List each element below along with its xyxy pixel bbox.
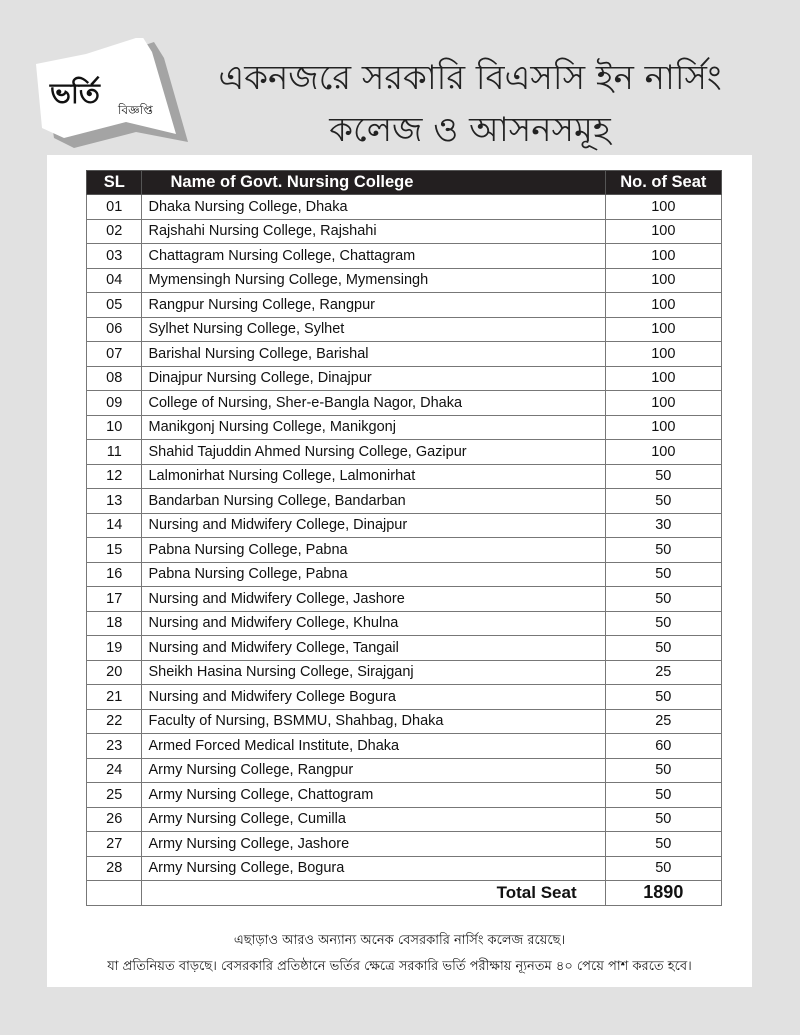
table-row [87,562,722,587]
page-title-line1: একনজরে সরকারি বিএসসি ইন নার্সিং [218,58,722,98]
row-seats: 50 [605,832,721,857]
row-sl: 05 [87,293,142,318]
row-sl: 16 [87,562,142,587]
row-seats: 50 [605,611,721,636]
row-name: Rajshahi Nursing College, Rajshahi [142,219,605,244]
row-name: Sylhet Nursing College, Sylhet [142,317,605,342]
table-row [87,660,722,685]
college-seat-table [86,170,722,906]
row-name: Army Nursing College, Rangpur [142,758,605,783]
row-name: Army Nursing College, Cumilla [142,807,605,832]
row-seats: 100 [605,317,721,342]
row-seats: 100 [605,268,721,293]
row-sl: 06 [87,317,142,342]
header-seats: No. of Seat [605,171,721,195]
row-name: Pabna Nursing College, Pabna [142,562,605,587]
row-name: Armed Forced Medical Institute, Dhaka [142,734,605,759]
row-seats: 100 [605,415,721,440]
row-sl: 11 [87,440,142,465]
row-name: Pabna Nursing College, Pabna [142,538,605,563]
row-sl: 08 [87,366,142,391]
row-seats: 100 [605,440,721,465]
row-seats: 50 [605,758,721,783]
row-name: Nursing and Midwifery College, Khulna [142,611,605,636]
row-name: Army Nursing College, Chattogram [142,783,605,808]
table-row [87,783,722,808]
table-row [87,244,722,269]
row-sl: 17 [87,587,142,612]
row-sl: 19 [87,636,142,661]
table-row [87,513,722,538]
row-name: Bandarban Nursing College, Bandarban [142,489,605,514]
row-sl: 01 [87,195,142,220]
table-row [87,268,722,293]
header-sl: SL [87,171,142,195]
note-line1: এছাড়াও আরও অন্যান্য অনেক বেসরকারি নার্সিং কলেজ রয়েছে। [233,933,566,948]
row-sl: 20 [87,660,142,685]
table-row [87,611,722,636]
row-sl: 12 [87,464,142,489]
table-row [87,391,722,416]
row-seats: 50 [605,856,721,881]
row-name: Chattagram Nursing College, Chattagram [142,244,605,269]
row-name: Nursing and Midwifery College, Dinajpur [142,513,605,538]
table-row [87,342,722,367]
row-sl: 09 [87,391,142,416]
row-name: Rangpur Nursing College, Rangpur [142,293,605,318]
table-row [87,464,722,489]
total-label: Total Seat [142,881,605,906]
badge-main-text: ভর্তি [50,77,100,110]
total-empty-cell [87,881,142,906]
table-row [87,636,722,661]
row-sl: 14 [87,513,142,538]
row-sl: 24 [87,758,142,783]
row-sl: 18 [87,611,142,636]
page-title-line2: কলেজ ও আসনসমূহ [329,110,611,150]
row-sl: 21 [87,685,142,710]
row-seats: 50 [605,464,721,489]
table-header-row [87,171,722,195]
row-name: Army Nursing College, Jashore [142,832,605,857]
row-sl: 22 [87,709,142,734]
row-name: Lalmonirhat Nursing College, Lalmonirhat [142,464,605,489]
table-row [87,293,722,318]
row-name: Mymensingh Nursing College, Mymensingh [142,268,605,293]
table-row [87,685,722,710]
table-row [87,832,722,857]
table-row [87,709,722,734]
table-row [87,317,722,342]
row-seats: 50 [605,685,721,710]
row-sl: 03 [87,244,142,269]
row-name: Dhaka Nursing College, Dhaka [142,195,605,220]
table-row [87,195,722,220]
total-row [87,881,722,906]
total-value: 1890 [605,881,721,906]
table-row [87,856,722,881]
row-sl: 26 [87,807,142,832]
admission-badge [30,38,190,148]
table-row [87,538,722,563]
row-name: Dinajpur Nursing College, Dinajpur [142,366,605,391]
row-seats: 25 [605,660,721,685]
row-seats: 50 [605,489,721,514]
header-name: Name of Govt. Nursing College [142,171,605,195]
row-sl: 07 [87,342,142,367]
row-seats: 50 [605,562,721,587]
table-row [87,440,722,465]
table-row [87,489,722,514]
table-row [87,219,722,244]
row-name: Barishal Nursing College, Barishal [142,342,605,367]
table-row [87,807,722,832]
row-seats: 50 [605,807,721,832]
row-seats: 50 [605,636,721,661]
row-sl: 10 [87,415,142,440]
row-seats: 30 [605,513,721,538]
table-row [87,415,722,440]
table-row [87,587,722,612]
row-seats: 60 [605,734,721,759]
row-name: Nursing and Midwifery College, Jashore [142,587,605,612]
row-sl: 27 [87,832,142,857]
row-seats: 100 [605,195,721,220]
row-sl: 23 [87,734,142,759]
table-row [87,734,722,759]
row-seats: 50 [605,783,721,808]
row-sl: 28 [87,856,142,881]
row-seats: 50 [605,587,721,612]
row-name: Faculty of Nursing, BSMMU, Shahbag, Dhaka [142,709,605,734]
row-name: Nursing and Midwifery College, Tangail [142,636,605,661]
row-seats: 100 [605,293,721,318]
row-name: Manikgonj Nursing College, Manikgonj [142,415,605,440]
row-name: Nursing and Midwifery College Bogura [142,685,605,710]
row-seats: 100 [605,219,721,244]
row-seats: 100 [605,366,721,391]
row-name: Shahid Tajuddin Ahmed Nursing College, Gazipur [142,440,605,465]
table-row [87,366,722,391]
table-row [87,758,722,783]
row-sl: 15 [87,538,142,563]
row-sl: 25 [87,783,142,808]
row-name: Army Nursing College, Bogura [142,856,605,881]
row-name: Sheikh Hasina Nursing College, Sirajganj [142,660,605,685]
note-line2: যা প্রতিনিয়ত বাড়ছে। বেসরকারি প্রতিষ্ঠানে ভর্তির ক্ষেত্রে সরকারি ভর্তি পরীক্ষায় ন্যূনতম ৪০ পেয়ে পাশ করতে হবে। [107,959,692,974]
badge-sub-text: বিজ্ঞপ্তি [118,103,153,117]
row-sl: 04 [87,268,142,293]
row-sl: 02 [87,219,142,244]
row-seats: 100 [605,244,721,269]
row-seats: 100 [605,391,721,416]
row-sl: 13 [87,489,142,514]
row-seats: 50 [605,538,721,563]
row-seats: 25 [605,709,721,734]
row-seats: 100 [605,342,721,367]
row-name: College of Nursing, Sher-e-Bangla Nagor, Dhaka [142,391,605,416]
